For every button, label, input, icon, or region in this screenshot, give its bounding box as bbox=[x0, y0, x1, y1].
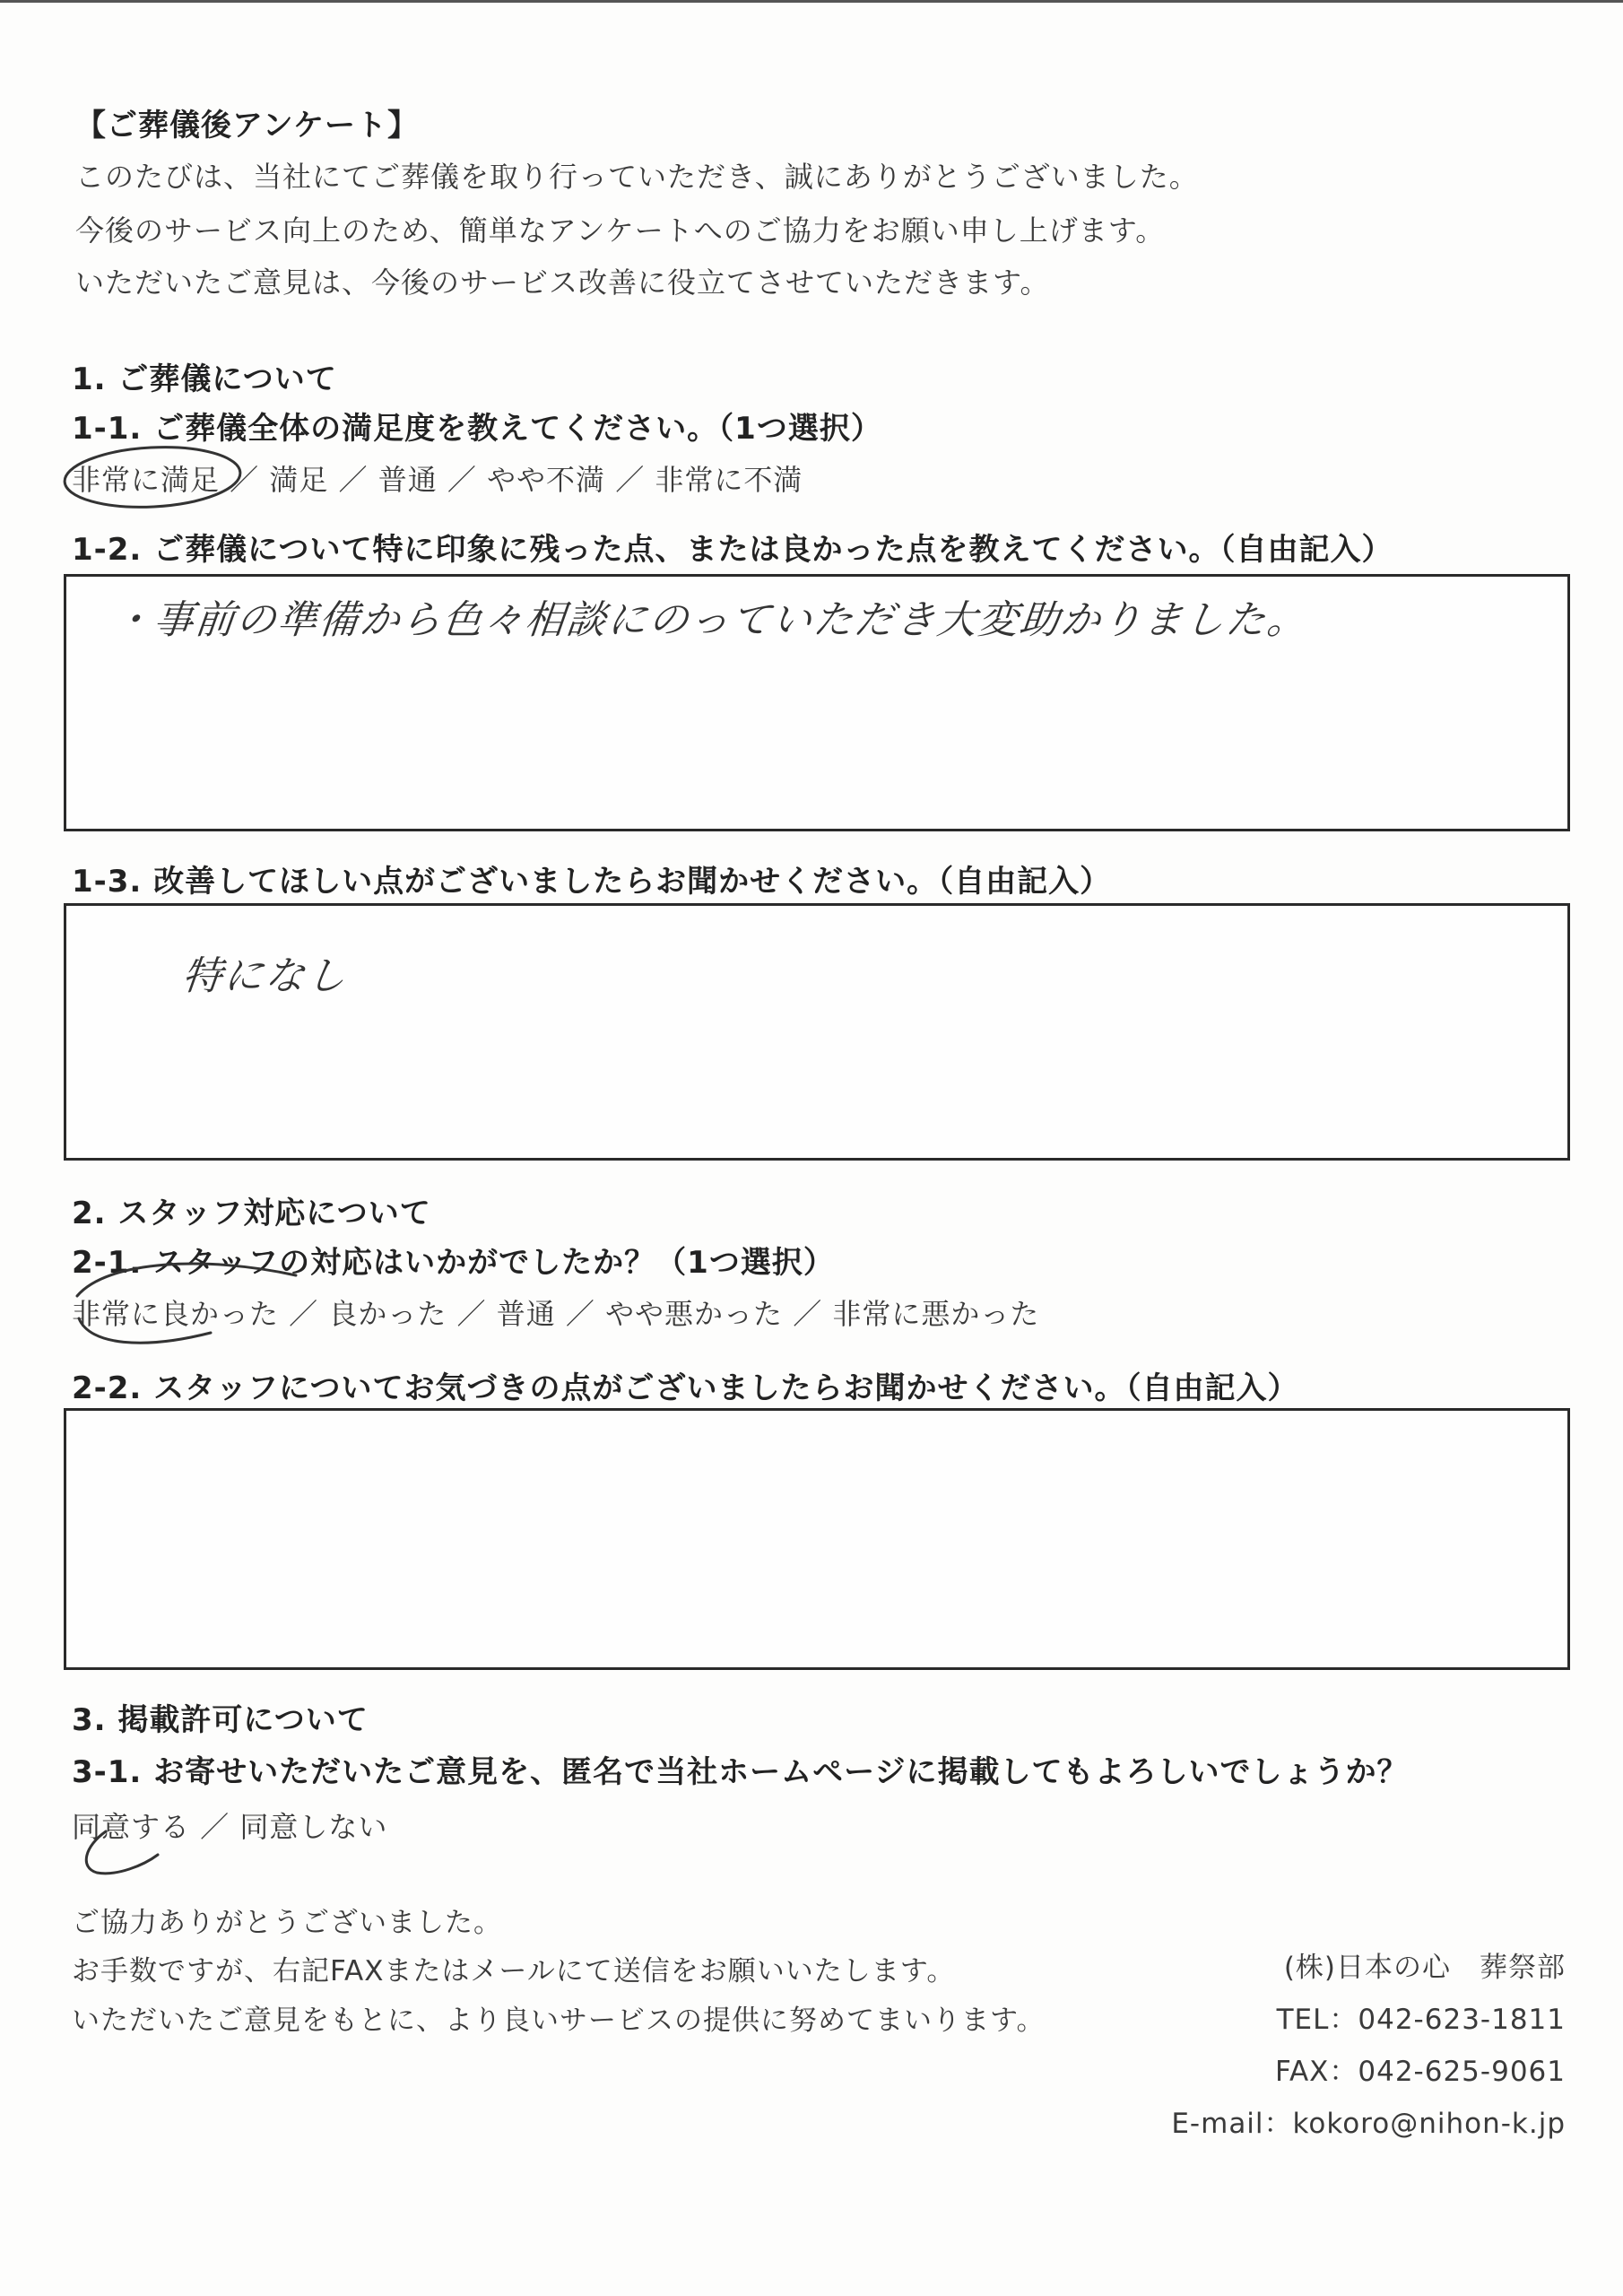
question-2-2-label: 2-2. スタッフについてお気づきの点がございましたらお聞かせください。（自由記入） bbox=[72, 1370, 1299, 1406]
footer-line-3: いただいたご意見をもとに、より良いサービスの提供に努めてまいります。 bbox=[72, 2005, 1046, 2037]
question-1-2-label: 1-2. ご葬儀について特に印象に残った点、または良かった点を教えてください。（自由記入） bbox=[72, 532, 1393, 568]
section1-heading: 1. ご葬儀について bbox=[72, 361, 337, 397]
question-3-1-options[interactable]: 同意する ／ 同意しない bbox=[72, 1810, 388, 1844]
contact-tel: TEL：042-623-1811 bbox=[1276, 2004, 1566, 2036]
question-3-1-label: 3-1. お寄せいただいたご意見を、匿名で当社ホームページに掲載してもよろしいでしょうか？ bbox=[72, 1754, 1409, 1790]
handwritten-answer-1-3: 特になし bbox=[179, 953, 351, 999]
intro-line-3: いただいたご意見は、今後のサービス改善に役立てさせていただきます。 bbox=[75, 265, 1050, 300]
intro-line-2: 今後のサービス向上のため、簡単なアンケートへのご協力をお願い申し上げます。 bbox=[75, 213, 1166, 248]
selection-circle-2-1 bbox=[77, 1264, 296, 1343]
section2-heading: 2. スタッフ対応について bbox=[72, 1196, 431, 1231]
contact-email[interactable]: E-mail：kokoro@nihon-k.jp bbox=[1171, 2108, 1566, 2140]
selection-circle-1-1 bbox=[63, 443, 241, 511]
section3-heading: 3. 掲載許可について bbox=[72, 1702, 369, 1738]
handwritten-answer-1-2: ・事前の準備から色々相談にのっていただき大変助かりました。 bbox=[109, 597, 1311, 643]
question-1-3-label: 1-3. 改善してほしい点がございましたらお聞かせください。（自由記入） bbox=[72, 864, 1112, 900]
question-1-1-label: 1-1. ご葬儀全体の満足度を教えてください。（1つ選択） bbox=[72, 411, 882, 447]
question-1-1-options[interactable]: 非常に満足 ／ 満足 ／ 普通 ／ やや不満 ／ 非常に不満 bbox=[72, 463, 803, 497]
company-name: (株)日本の心 葬祭部 bbox=[1283, 1952, 1566, 1984]
intro-line-1: このたびは、当社にてご葬儀を取り行っていただき、誠にありがとうございました。 bbox=[75, 160, 1199, 194]
footer-line-2: お手数ですが、右記FAXまたはメールにて送信をお願いいたします。 bbox=[72, 1955, 956, 1987]
question-2-1-options[interactable]: 非常に良かった ／ 良かった ／ 普通 ／ やや悪かった ／ 非常に悪かった bbox=[72, 1297, 1040, 1331]
selection-mark-3-1 bbox=[86, 1831, 158, 1874]
page-title: 【ご葬儀後アンケート】 bbox=[75, 108, 419, 144]
contact-fax: FAX：042-625-9061 bbox=[1274, 2056, 1566, 2088]
footer-line-1: ご協力ありがとうございました。 bbox=[72, 1907, 502, 1939]
question-2-1-label: 2-1. スタッフの対応はいかがでしたか？（1つ選択） bbox=[72, 1245, 835, 1281]
